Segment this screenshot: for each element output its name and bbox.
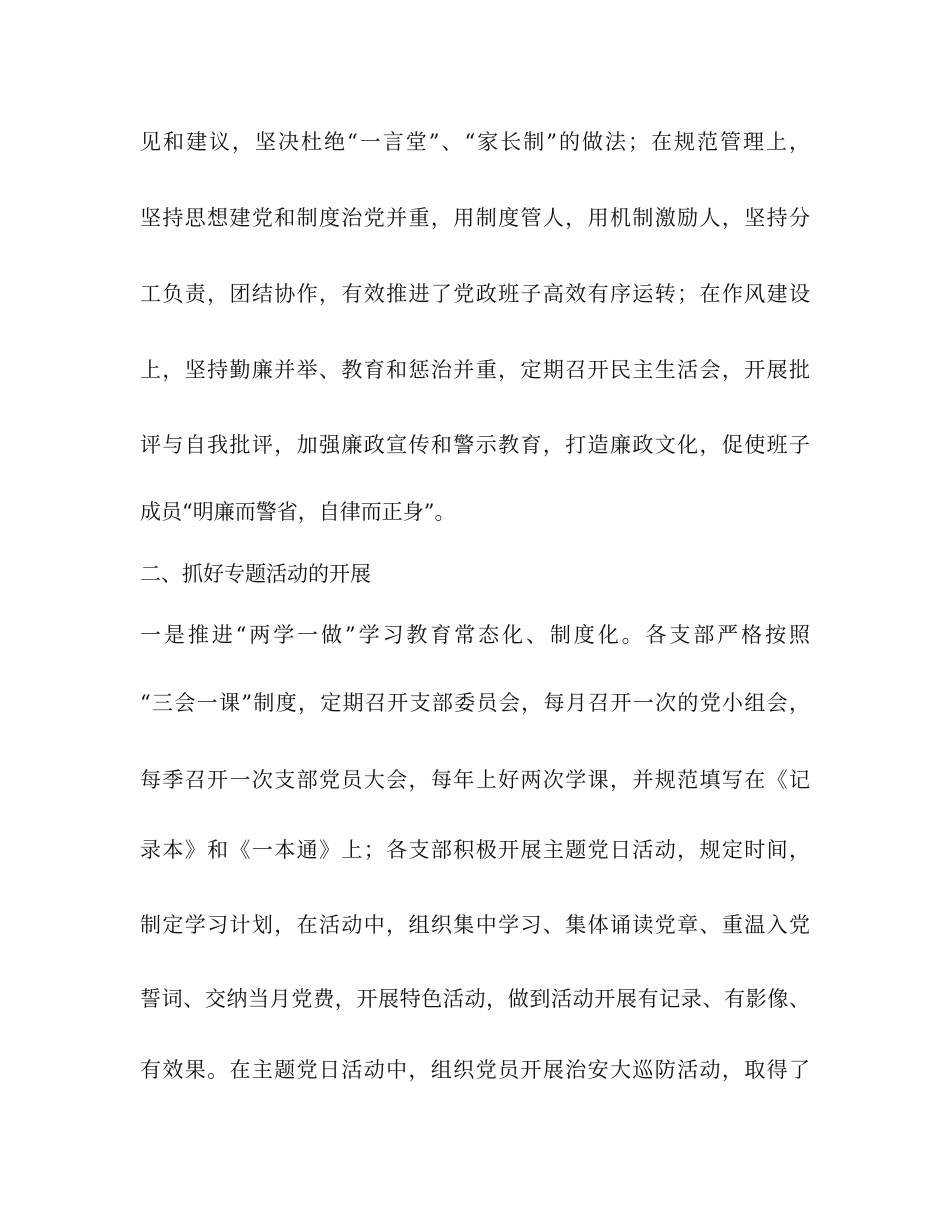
body-text-line: 录本》和《一本通》上；各支部积极开展主题党日活动，规定时间， [140, 838, 810, 862]
body-text-line: “三会一课”制度，定期召开支部委员会，每月召开一次的党小组会， [140, 691, 810, 715]
body-text-line: 评与自我批评，加强廉政宣传和警示教育，打造廉政文化，促使班子 [140, 433, 810, 457]
body-text-line: 有效果。在主题党日活动中，组织党员开展治安大巡防活动，取得了 [140, 1058, 810, 1082]
body-text-line: 上，坚持勤廉并举、教育和惩治并重，定期召开民主生活会，开展批 [140, 358, 810, 382]
body-text-line: 每季召开一次支部党员大会，每年上好两次学课，并规范填写在《记 [140, 768, 810, 792]
body-text-line: 坚持思想建党和制度治党并重，用制度管人，用机制激励人，坚持分 [140, 206, 810, 230]
body-text-line: 制定学习计划，在活动中，组织集中学习、集体诵读党章、重温入党 [140, 913, 810, 937]
body-text-line: 成员“明廉而警省，自律而正身”。 [140, 500, 456, 524]
body-text-line: 见和建议，坚决杜绝“一言堂”、“家长制”的做法；在规范管理上， [140, 130, 810, 154]
body-text-line: 工负责，团结协作，有效推进了党政班子高效有序运转；在作风建设 [140, 282, 810, 306]
section-heading: 二、抓好专题活动的开展 [140, 562, 371, 586]
body-text-line: 誓词、交纳当月党费，开展特色活动，做到活动开展有记录、有影像、 [140, 987, 810, 1011]
body-text-line: 一是推进“两学一做”学习教育常态化、制度化。各支部严格按照 [140, 623, 810, 647]
